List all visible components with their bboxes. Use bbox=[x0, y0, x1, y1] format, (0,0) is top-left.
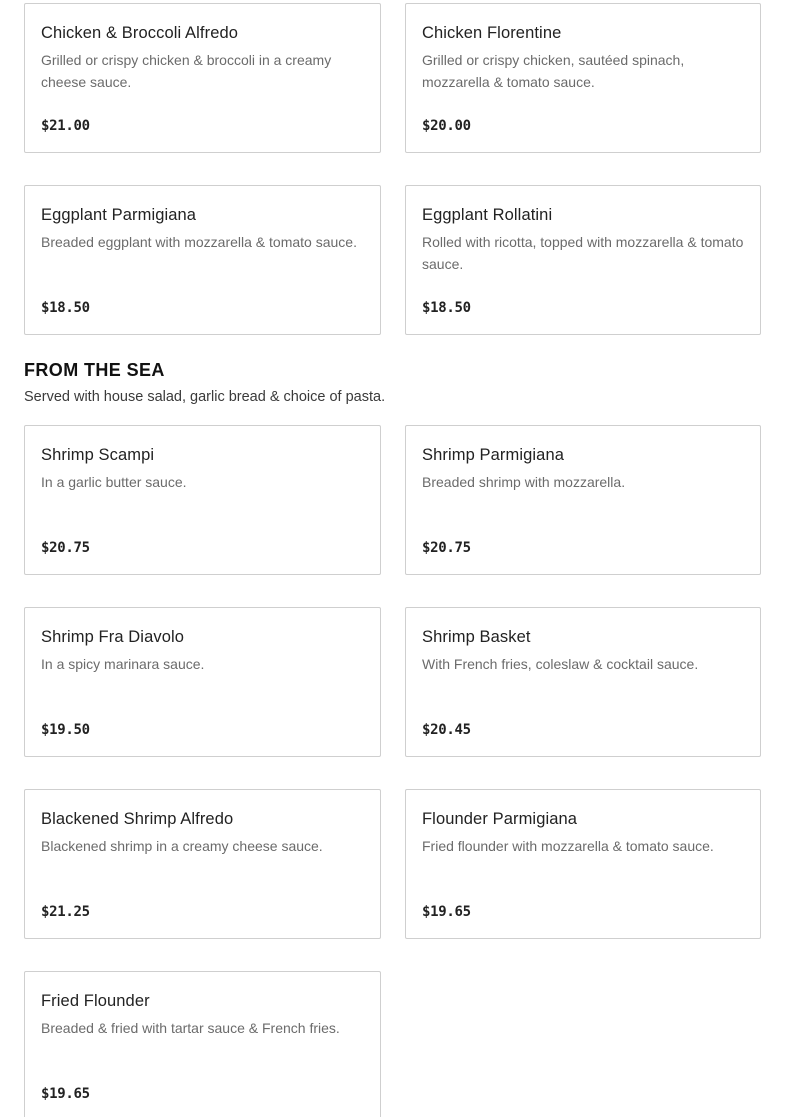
menu-item-price: $18.50 bbox=[422, 300, 471, 316]
menu-item-title: Eggplant Rollatini bbox=[422, 206, 553, 224]
menu-item-description: In a garlic butter sauce. bbox=[41, 474, 187, 490]
menu-item-card[interactable] bbox=[405, 3, 761, 153]
section-title: FROM THE SEA bbox=[24, 360, 165, 380]
menu-item-description: In a spicy marinara sauce. bbox=[41, 656, 205, 672]
menu-item-card[interactable] bbox=[405, 607, 761, 757]
menu-item-title: Chicken Florentine bbox=[422, 24, 562, 42]
menu-grid-entrees bbox=[24, 3, 761, 335]
menu-item-price: $21.00 bbox=[41, 118, 90, 134]
menu-item-price: $20.00 bbox=[422, 118, 471, 134]
menu-item-description: Fried flounder with mozzarella & tomato sauce. bbox=[422, 838, 714, 854]
menu-item-description: Grilled or crispy chicken & broccoli in a creamy cheese sauce. bbox=[41, 52, 332, 90]
menu-item-title: Flounder Parmigiana bbox=[422, 810, 578, 828]
menu-item-price: $20.75 bbox=[422, 540, 471, 556]
menu-item-title: Shrimp Basket bbox=[422, 628, 531, 646]
section-header-from-the-sea bbox=[24, 358, 385, 408]
menu-item-card[interactable] bbox=[24, 789, 381, 939]
menu-item-title: Chicken & Broccoli Alfredo bbox=[41, 24, 239, 42]
menu-item-description: With French fries, coleslaw & cocktail sauce. bbox=[422, 656, 699, 672]
menu-item-title: Blackened Shrimp Alfredo bbox=[41, 810, 234, 828]
menu-item-card[interactable] bbox=[24, 425, 381, 575]
menu-item-title: Shrimp Fra Diavolo bbox=[41, 628, 185, 646]
menu-item-description: Breaded shrimp with mozzarella. bbox=[422, 474, 626, 490]
menu-item-price: $20.75 bbox=[41, 540, 90, 556]
menu-item-price: $18.50 bbox=[41, 300, 90, 316]
menu-item-title: Shrimp Parmigiana bbox=[422, 446, 565, 464]
menu-item-card[interactable] bbox=[24, 607, 381, 757]
menu-item-description: Rolled with ricotta, topped with mozzarella & tomato sauce. bbox=[422, 234, 744, 272]
menu-item-price: $19.50 bbox=[41, 722, 90, 738]
menu-grid-from-the-sea bbox=[24, 425, 761, 1117]
section-subtitle: Served with house salad, garlic bread & choice of pasta. bbox=[24, 389, 386, 405]
menu-item-card[interactable] bbox=[24, 185, 381, 335]
menu-item-description: Grilled or crispy chicken, sautéed spinach, mozzarella & tomato sauce. bbox=[422, 52, 685, 90]
menu-item-description: Breaded eggplant with mozzarella & tomato sauce. bbox=[41, 234, 357, 250]
menu-item-price: $19.65 bbox=[41, 1086, 90, 1102]
menu-item-price: $21.25 bbox=[41, 904, 90, 920]
menu-item-card[interactable] bbox=[24, 3, 381, 153]
menu-item-card[interactable] bbox=[405, 425, 761, 575]
menu-item-description: Blackened shrimp in a creamy cheese sauce. bbox=[41, 838, 323, 854]
menu-item-title: Shrimp Scampi bbox=[41, 446, 155, 464]
menu-item-title: Eggplant Parmigiana bbox=[41, 206, 197, 224]
menu-item-title: Fried Flounder bbox=[41, 992, 150, 1010]
menu-item-card[interactable] bbox=[24, 971, 381, 1117]
menu-item-price: $19.65 bbox=[422, 904, 471, 920]
menu-item-card[interactable] bbox=[405, 185, 761, 335]
menu-item-description: Breaded & fried with tartar sauce & French fries. bbox=[41, 1020, 340, 1036]
menu-item-price: $20.45 bbox=[422, 722, 471, 738]
menu-item-card[interactable] bbox=[405, 789, 761, 939]
